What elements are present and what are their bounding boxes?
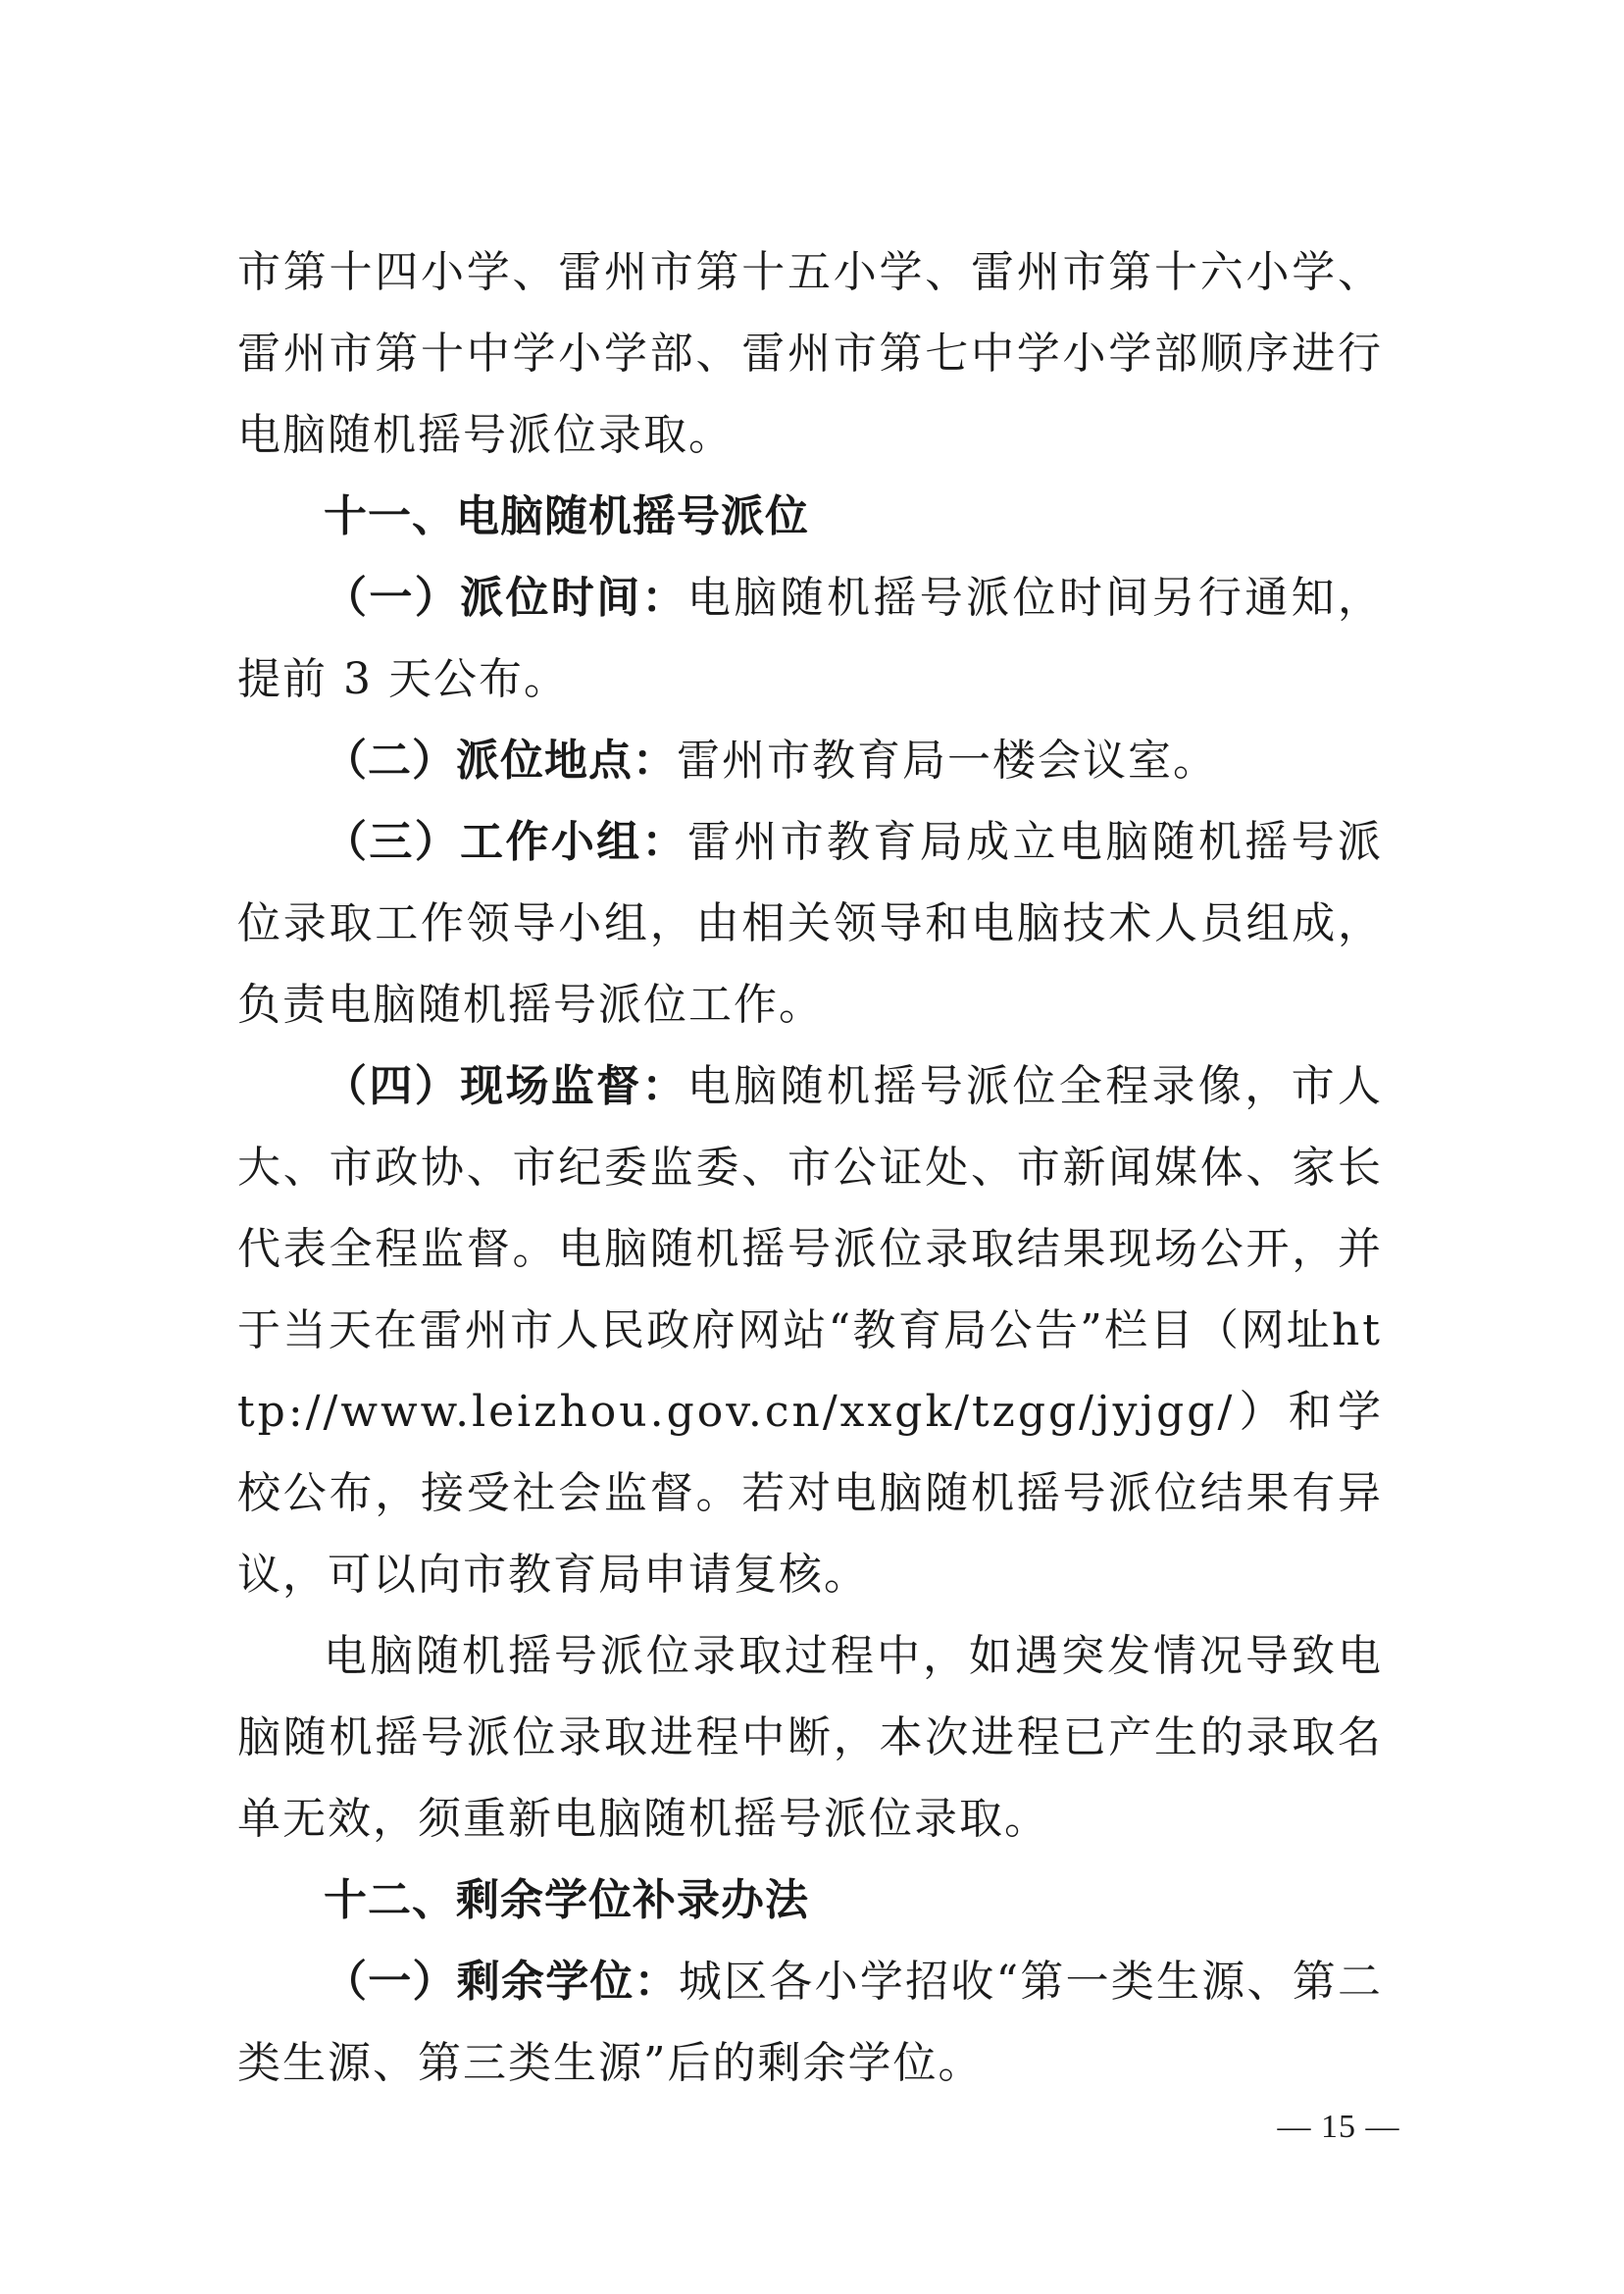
item-lead-remaining-places: （一）剩余学位： [324, 1957, 679, 2007]
government-website-url: http://www.leizhou.gov.cn/xxgk/tzgg/jyjgg/ [237, 1305, 1383, 1437]
document-body [237, 231, 1383, 2104]
item-text-working-group: 雷州市教育局成立电脑随机摇号派位录取工作领导小组，由相关领导和电脑技术人员组成，负责电脑随机摇号派位工作。 [237, 817, 1384, 1030]
item-lead-dispatch-location: （二）派位地点： [324, 736, 677, 786]
item-text-remaining-places: 城区各小学招收“第一类生源、第二类生源、第三类生源”后的剩余学位。 [237, 1957, 1384, 2088]
item-text-dispatch-time: 电脑随机摇号派位时间另行通知，提前 3 天公布。 [237, 573, 1384, 704]
item-text-dispatch-location: 雷州市教育局一楼会议室。 [677, 736, 1218, 786]
section-12-item-1 [237, 1941, 1383, 2104]
section-11-closing-paragraph: 电脑随机摇号派位录取过程中，如遇突发情况导致电脑随机摇号派位录取进程中断，本次进程已产生的录取名单无效，须重新电脑随机摇号派位录取。 [237, 1631, 1383, 1844]
page-number: — 15 — [1277, 2109, 1400, 2145]
item-lead-working-group: （三）工作小组： [324, 817, 687, 867]
continuation-paragraph: 市第十四小学、雷州市第十五小学、雷州市第十六小学、雷州市第十中学小学部、雷州市第七中学小学部顺序进行电脑随机摇号派位录取。 [237, 247, 1383, 460]
item-text-onsite-supervision: 电脑随机摇号派位全程录像，市人大、市政协、市纪委监委、市公证处、市新闻媒体、家长代表全程监督。电脑随机摇号派位录取结果现场公开，并于当天在雷州市人民政府网站“教育局公告”栏目（网址 [237, 1061, 1384, 1355]
section-11-item-3 [237, 801, 1383, 1045]
item-text-onsite-supervision-end: ）和学校公布，接受社会监督。若对电脑随机摇号派位结果有异议，可以向市教育局申请复核。 [237, 1387, 1383, 1600]
item-lead-dispatch-time: （一）派位时间： [324, 573, 687, 623]
section-11-item-2 [237, 720, 1383, 801]
item-lead-onsite-supervision: （四）现场监督： [324, 1061, 687, 1111]
section-11-heading: 十一、电脑随机摇号派位 [324, 491, 809, 541]
section-11-item-1 [237, 557, 1383, 720]
section-11-item-4 [237, 1045, 1383, 1615]
section-12-heading: 十二、剩余学位补录办法 [324, 1875, 809, 1925]
